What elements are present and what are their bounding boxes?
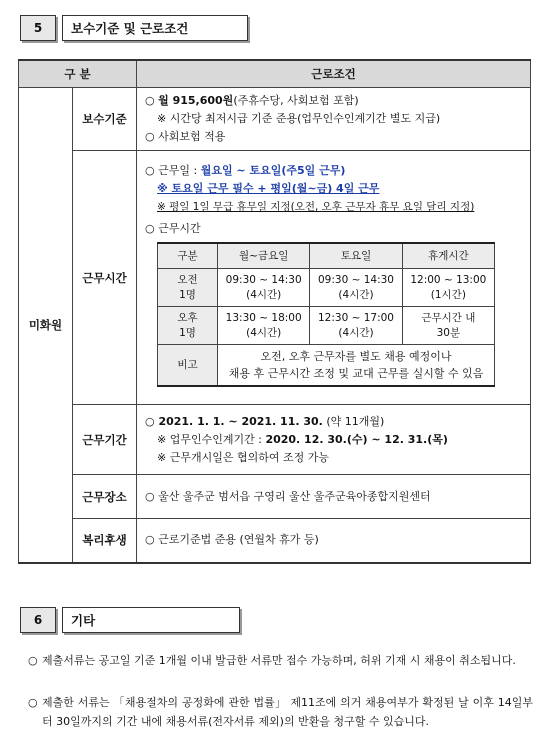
shift-label: 오전 1명 (158, 269, 218, 307)
conditions-table (18, 59, 531, 564)
handover-prefix: ※ 업무인수인계기간 : (157, 432, 266, 446)
section-title: 보수기준 및 근로조건 (62, 15, 248, 41)
schedule-header: 휴게시간 (402, 243, 494, 269)
place-label: 근무장소 (73, 475, 137, 519)
remark-text: 오전, 오후 근무자를 별도 채용 예정이나 채용 후 근무시간 조정 및 교대 근무를 실시할 수 있음 (218, 345, 495, 387)
section-number: 5 (20, 15, 56, 41)
saturday-required-note: ※ 토요일 근무 필수 + 평일(월~금) 4일 근무 (157, 182, 380, 195)
start-date-note: ※ 근무개시일은 협의하여 조정 가능 (157, 450, 329, 464)
unpaid-day-note: ※ 평일 1일 무급 휴무일 지정(오전, 오후 근무자 휴무 요일 달리 지정) (157, 201, 475, 213)
schedule-row (158, 269, 495, 307)
schedule-table (157, 242, 495, 387)
workday-range: 월요일 ~ 토요일(주5일 근무) (200, 164, 346, 177)
table-row (19, 405, 531, 475)
place-content: ○ 울산 울주군 범서읍 구영리 울산 울주군육아종합지원센터 (137, 475, 531, 519)
schedule-header: 월~금요일 (218, 243, 310, 269)
pay-insurance: ○ 사회보험 적용 (145, 130, 226, 143)
period-label: 근무기간 (73, 405, 137, 475)
section5-header (20, 15, 248, 41)
period-range: ○ 2021. 1. 1. ~ 2021. 11. 30. (145, 414, 323, 428)
welfare-label: 복리후생 (73, 519, 137, 563)
table-row (19, 151, 531, 405)
schedule-header: 토요일 (310, 243, 402, 269)
hours-content (137, 151, 531, 405)
schedule-cell: 13:30 ~ 18:00 (4시간) (218, 307, 310, 345)
handover-dates: 2020. 12. 30.(수) ~ 12. 31.(목) (265, 432, 448, 446)
schedule-header: 구분 (158, 243, 218, 269)
schedule-cell: 근무시간 내 30분 (402, 307, 494, 345)
section-title: 기타 (62, 607, 240, 633)
note-text: 제출한 서류는 「채용절차의 공정화에 관한 법률」 제11조에 의거 채용여부가 확정된 날 이후 14일부터 30일까지의 기간 내에 채용서류(전자서류 제외)의 반환을 청구할 수 있습니다. (42, 696, 533, 728)
schedule-row (158, 307, 495, 345)
period-content (137, 405, 531, 475)
schedule-cell: 12:30 ~ 17:00 (4시간) (310, 307, 402, 345)
period-duration: (약 11개월) (322, 414, 385, 428)
hours-subtitle: ○ 근무시간 (145, 222, 201, 235)
bullet: ○ (145, 94, 155, 107)
schedule-cell: 09:30 ~ 14:30 (4시간) (310, 269, 402, 307)
pay-label: 보수기준 (73, 88, 137, 151)
bullet: ○ (28, 696, 38, 709)
table-header-row (19, 60, 531, 88)
note-item (28, 651, 533, 670)
table-row (19, 519, 531, 563)
schedule-header-row (158, 243, 495, 269)
group-label: 미화원 (19, 88, 73, 563)
note-item (28, 693, 533, 731)
hours-label: 근무시간 (73, 151, 137, 405)
pay-amount: 월 915,600원 (158, 94, 234, 107)
shift-label: 오후 1명 (158, 307, 218, 345)
schedule-cell: 12:00 ~ 13:00 (1시간) (402, 269, 494, 307)
header-conditions: 근로조건 (137, 60, 531, 88)
schedule-row (158, 345, 495, 387)
welfare-content: ○ 근로기준법 준용 (연월차 휴가 등) (137, 519, 531, 563)
pay-min-wage-note: ※ 시간당 최저시급 기준 준용(업무인수인계기간 별도 지급) (157, 112, 441, 125)
schedule-cell: 09:30 ~ 14:30 (4시간) (218, 269, 310, 307)
remark-label: 비고 (158, 345, 218, 387)
pay-amount-note: (주휴수당, 사회보험 포함) (233, 94, 359, 107)
table-row (19, 88, 531, 151)
note-text: 제출서류는 공고일 기준 1개월 이내 발급한 서류만 접수 가능하며, 허위 기재 시 채용이 취소됩니다. (42, 654, 516, 667)
section6-header (20, 607, 240, 633)
header-category: 구 분 (19, 60, 137, 88)
workday-prefix: ○ 근무일 : (145, 164, 201, 177)
table-row (19, 475, 531, 519)
bullet: ○ (28, 654, 38, 667)
section-number: 6 (20, 607, 56, 633)
pay-content (137, 88, 531, 151)
